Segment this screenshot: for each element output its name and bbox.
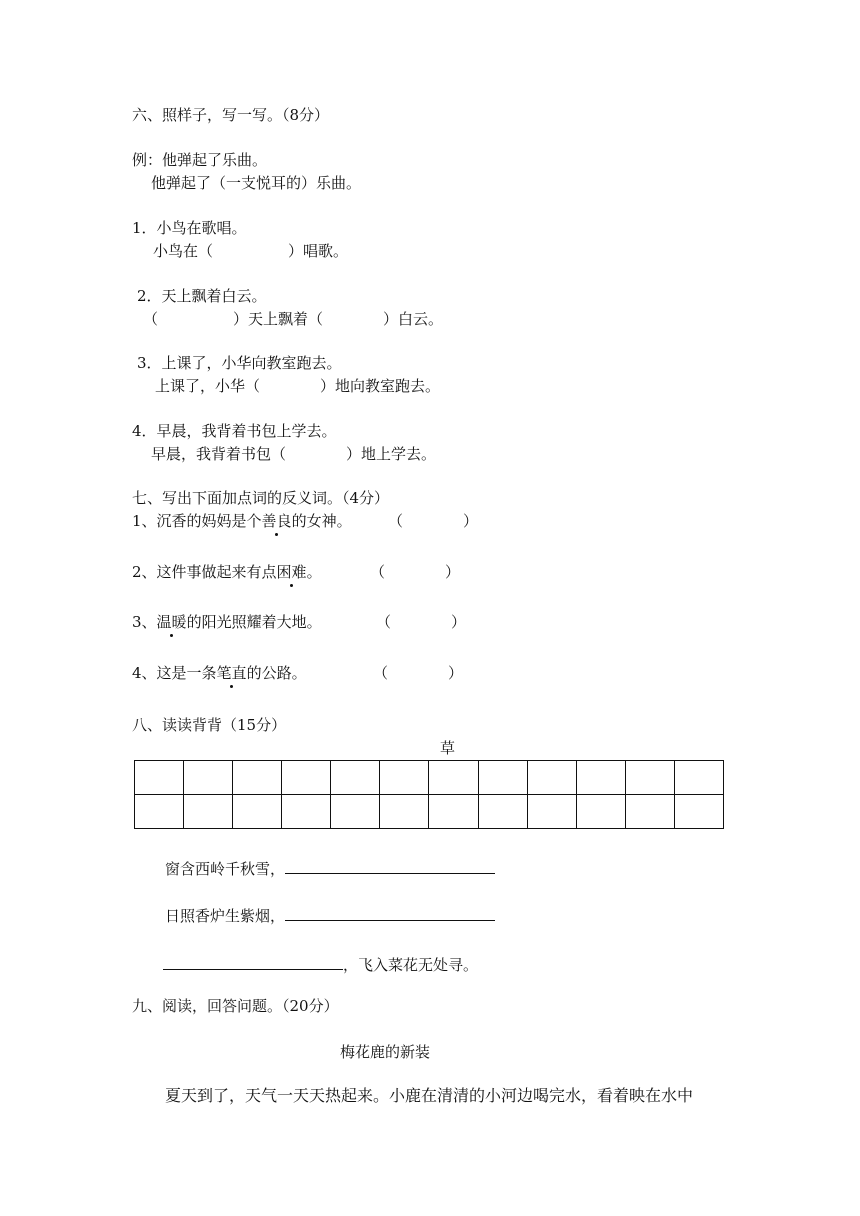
example-answer: 他弹起了（一支悦耳的）乐曲。 (151, 174, 362, 192)
s6-item-4-answer: 早晨，我背着书包（ ）地上学去。 (151, 445, 437, 463)
poem-line-1 (165, 859, 495, 877)
s6-item-2-question: 2．天上飘着白云。 (137, 287, 267, 305)
grid-cell[interactable] (478, 795, 527, 829)
s7-item-2-text-end: 。 (306, 563, 322, 581)
grid-cell[interactable] (233, 795, 282, 829)
s7-item-2-paren: （ ） (370, 563, 461, 581)
poem-line-1-text: 窗含西岭千秋雪， (165, 860, 286, 878)
grid-cell[interactable] (135, 761, 184, 795)
s7-item-1 (132, 514, 352, 529)
grid-cell[interactable] (282, 761, 331, 795)
s6-item-3-question: 3．上课了，小华向教室跑去。 (137, 354, 342, 372)
s7-item-3-dotted-word: 温暖 (156, 613, 187, 631)
grid-cell[interactable] (282, 795, 331, 829)
grid-cell[interactable] (380, 795, 429, 829)
s6-item-1-answer: 小鸟在（ ）唱歌。 (153, 242, 349, 260)
story-title: 梅花鹿的新装 (340, 1043, 431, 1061)
grid-cell[interactable] (331, 795, 380, 829)
poem-line-1-blank[interactable] (285, 859, 495, 874)
grid-cell[interactable] (233, 761, 282, 795)
grid-cell[interactable] (380, 761, 429, 795)
grid-cell[interactable] (135, 795, 184, 829)
s6-item-3-answer: 上课了，小华（ ）地向教室跑去。 (155, 377, 441, 395)
s7-item-4 (132, 666, 307, 681)
s7-item-4-text: 4、这是一条 (132, 664, 217, 682)
grid-cell[interactable] (674, 795, 723, 829)
s7-item-4-text-end: 的公路。 (246, 664, 307, 682)
s7-item-1-text-end: 的女神。 (291, 512, 352, 530)
grid-row (135, 795, 724, 829)
grid-cell[interactable] (527, 761, 576, 795)
grid-cell[interactable] (625, 795, 674, 829)
writing-grid (134, 760, 724, 829)
grid-cell[interactable] (429, 761, 478, 795)
poem-line-2 (165, 906, 495, 924)
section-9-heading: 九、阅读，回答问题。（20分） (132, 997, 339, 1015)
s6-item-2-answer: （ ）天上飘着（ ）白云。 (143, 310, 444, 328)
section-6-heading: 六、照样子，写一写。（8分） (132, 106, 330, 124)
s6-item-4-question: 4．早晨，我背着书包上学去。 (132, 422, 337, 440)
example-label: 例：他弹起了乐曲。 (132, 151, 268, 169)
s7-item-4-paren: （ ） (373, 664, 464, 682)
s7-item-4-dotted-word: 笔直 (216, 664, 247, 682)
story-paragraph: 夏天到了，天气一天天热起来。小鹿在清清的小河边喝完水，看着映在水中 (165, 1086, 694, 1105)
grid-cell[interactable] (478, 761, 527, 795)
section-7-heading: 七、写出下面加点词的反义词。（4分） (132, 489, 390, 507)
s6-item-1-question: 1．小鸟在歌唱。 (132, 219, 247, 237)
s7-item-1-paren: （ ） (388, 512, 479, 530)
s7-item-3-text-end: 的阳光照耀着大地。 (186, 613, 322, 631)
poem-line-3-text: ，飞入菜花无处寻。 (343, 956, 479, 974)
s7-item-2-text: 2、这件事做起来有点 (132, 563, 277, 581)
grid-cell[interactable] (331, 761, 380, 795)
grid-cell[interactable] (576, 761, 625, 795)
grid-cell[interactable] (674, 761, 723, 795)
poem-line-2-blank[interactable] (285, 906, 495, 921)
poem-line-3 (163, 955, 478, 973)
grid-cell[interactable] (527, 795, 576, 829)
s7-item-2-dotted-word: 困难 (276, 563, 307, 581)
s7-item-3-paren: （ ） (376, 613, 467, 631)
poem-line-2-text: 日照香炉生紫烟， (165, 907, 286, 925)
grid-cell[interactable] (184, 761, 233, 795)
section-8-heading: 八、读读背背（15分） (132, 716, 287, 734)
s7-item-1-dotted-word: 善良 (261, 512, 292, 530)
s7-item-1-text: 1、沉香的妈妈是个 (132, 512, 262, 530)
s7-item-3 (132, 615, 322, 630)
s7-item-3-text: 3、 (132, 613, 157, 631)
grid-cell[interactable] (576, 795, 625, 829)
s7-item-2 (132, 565, 322, 580)
poem-title: 草 (440, 739, 456, 757)
grid-cell[interactable] (184, 795, 233, 829)
grid-cell[interactable] (429, 795, 478, 829)
grid-cell[interactable] (625, 761, 674, 795)
poem-line-3-blank[interactable] (163, 955, 343, 970)
grid-row (135, 761, 724, 795)
